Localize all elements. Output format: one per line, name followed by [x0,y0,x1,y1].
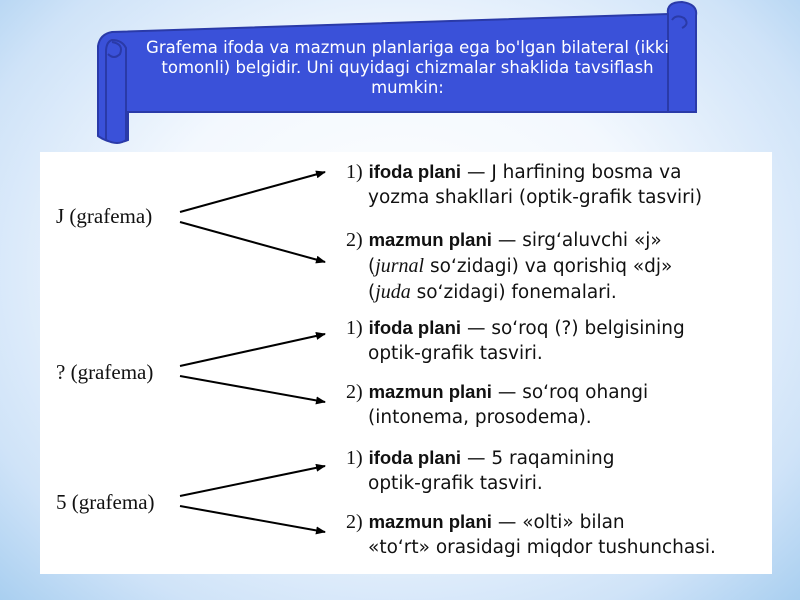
q-ifoda-line1: 1) ifoda plani — so‘roq (?) belgisining [346,317,685,339]
five-ifoda-line2: optik-grafik tasviri. [368,473,543,494]
five-mazmun-line2: «to‘rt» orasidagi miqdor tushunchasi. [368,537,716,558]
grapheme-label-question: ? (grafema) [56,360,154,384]
five-ifoda-line1: 1) ifoda plani — 5 raqamining [346,447,615,469]
arrow-q-mazmun [180,376,325,402]
j-ifoda-line1: 1) ifoda plani — J harfining bosma va [346,161,682,183]
q-ifoda-line2: optik-grafik tasviri. [368,343,543,364]
j-ifoda-line2: yozma shakllari (optik-grafik tasviri) [368,187,703,208]
arrow-j-mazmun [180,222,325,262]
grapheme-diagram [40,152,772,574]
five-mazmun-line1: 2) mazmun plani — «olti» bilan [346,511,625,533]
q-mazmun-line1: 2) mazmun plani — so‘roq ohangi [346,381,649,403]
grapheme-label-five: 5 (grafema) [56,490,155,514]
arrow-q-ifoda [180,334,325,366]
arrow-j-ifoda [180,172,325,212]
arrow-5-ifoda [180,466,325,496]
j-mazmun-line3: (juda so‘zidagi) fonemalari. [368,281,617,303]
arrow-5-mazmun [180,506,325,532]
banner-text: Grafema ifoda va mazmun planlariga ega bo'lgan bilateral (ikki tomonli) belgidir. Uni quyidagi chizmalar shaklida tavsiflash mumkin: [146,38,669,97]
grapheme-label-j: J (grafema) [56,204,153,228]
j-mazmun-line2: (jurnal so‘zidagi) va qorishiq «dj» [368,255,673,277]
q-mazmun-line2: (intonema, prosodema). [368,407,592,428]
j-mazmun-line1: 2) mazmun plani — sirg‘aluvchi «j» [346,229,662,251]
